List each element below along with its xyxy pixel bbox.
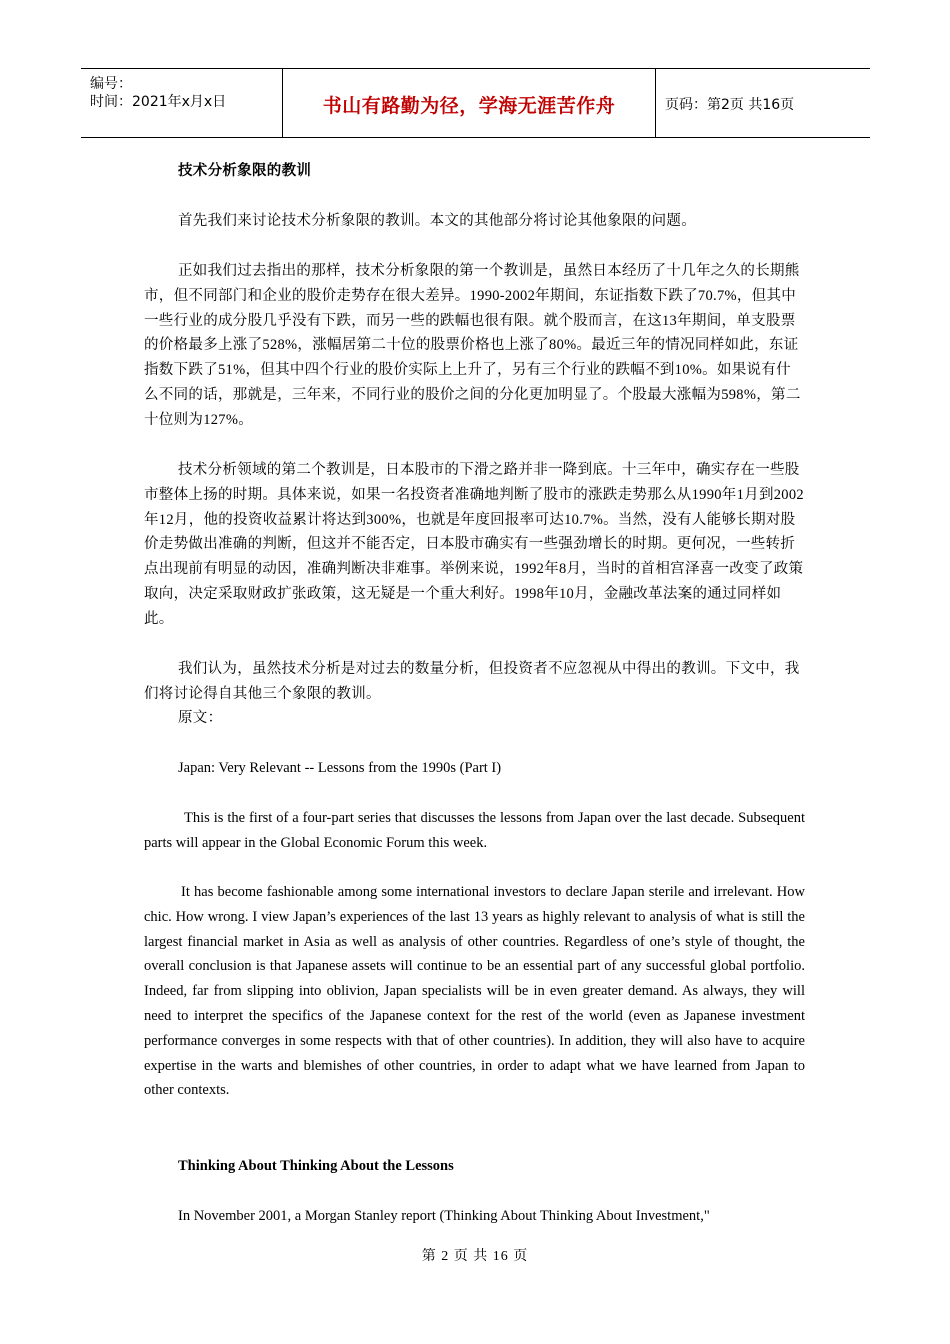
- header-page-cell: [656, 69, 870, 137]
- section-heading-zh: 技术分析象限的教训: [178, 163, 312, 179]
- article-title-en: Japan: Very Relevant -- Lessons from the 1990s (Part I): [178, 760, 502, 776]
- paragraph-conclusion-zh: 我们认为，虽然技术分析是对过去的数量分析，但投资者不应忽视从中得出的教训。下文中，我们将讨论得自其他三个象限的教训。: [144, 661, 800, 702]
- document-date: 时间：2021年x月x日: [90, 94, 227, 110]
- header-page-number: 页码：第2页 共16页: [665, 97, 795, 113]
- original-label: 原文：: [178, 710, 223, 726]
- paragraph-morgan-stanley-en: In November 2001, a Morgan Stanley report (Thinking About Thinking About Investment,": [178, 1208, 710, 1224]
- paragraph-first-lesson-zh: 正如我们过去指出的那样，技术分析象限的第一个教训是，虽然日本经历了十几年之久的长期熊市，但不同部门和企业的股价走势存在很大差异。1990-2002年期间，东证指数下跌了70.7%，但其中一些行业的成分股几乎没有下跌，而另一些的跌幅也很有限。就个股而言，在这13年期间，单支股票的价格最多上涨了528%，涨幅居第二十位的股票价格也上涨了80%。最近三年的情况同样如此，东证指数下跌了51%，但其中四个行业的股价实际上上升了，另有三个行业的跌幅不到10%。如果说有什么不同的话，那就是，三年来，不同行业的股价之间的分化更加明显了。个股最大涨幅为598%，第二十位则为127%。: [144, 263, 801, 428]
- section-heading-en: Thinking About Thinking About the Lessons: [178, 1158, 454, 1174]
- paragraph-intro-zh: 首先我们来讨论技术分析象限的教训。本文的其他部分将讨论其他象限的问题。: [178, 213, 696, 229]
- document-number: 编号：: [90, 76, 132, 92]
- header-motto-cell: [283, 69, 656, 137]
- page-header: [81, 68, 870, 138]
- paragraph-series-intro-en: This is the first of a four-part series that discusses the lessons from Japan over the last decade. Subsequent parts will appear in the Global Economic Forum this week.: [144, 810, 805, 851]
- header-info-cell: [81, 69, 283, 137]
- paragraph-second-lesson-zh: 技术分析领域的第二个教训是，日本股市的下滑之路并非一降到底。十三年中，确实存在一些股市整体上扬的时期。具体来说，如果一名投资者准确地判断了股市的涨跌走势那么从1990年1月到2002年12月，他的投资收益累计将达到300%，也就是年度回报率可达10.7%。当然，没有人能够长期对股价走势做出准确的判断，但这并不能否定，日本股市确实有一些强劲增长的时期。更何况，一些转折点出现前有明显的动因，准确判断决非难事。举例来说，1992年8月，当时的首相宫泽喜一改变了政策取向，决定采取财政扩张政策，这无疑是一个重大利好。1998年10月，金融改革法案的通过同样如此。: [144, 462, 804, 627]
- paragraph-relevance-en: It has become fashionable among some international investors to declare Japan sterile and irrelevant. How chic. How wrong. I view Japan’s experiences of the last 13 years as highly relevant to analysis of what is still the largest financial market in Asia as well as analysis of other countries. Regardless of one’s style of thought, the overall conclusion is that Japanese assets will continue to be an essential part of any successful global portfolio. Indeed, far from slipping into oblivion, Japan specialists will be in even greater demand. As always, they will need to interpret the specifics of the Japanese context for the rest of the world (even as Japanese investment performance converges in some respects with that of other countries). In addition, they will also have to acquire expertise in the warts and blemishes of other countries, in order to adapt what we have learned from Japan to other contexts.: [144, 884, 805, 1099]
- header-motto: 书山有路勤为径，学海无涯苦作舟: [322, 95, 616, 117]
- page-footer: 第 2 页 共 16 页: [421, 1249, 529, 1264]
